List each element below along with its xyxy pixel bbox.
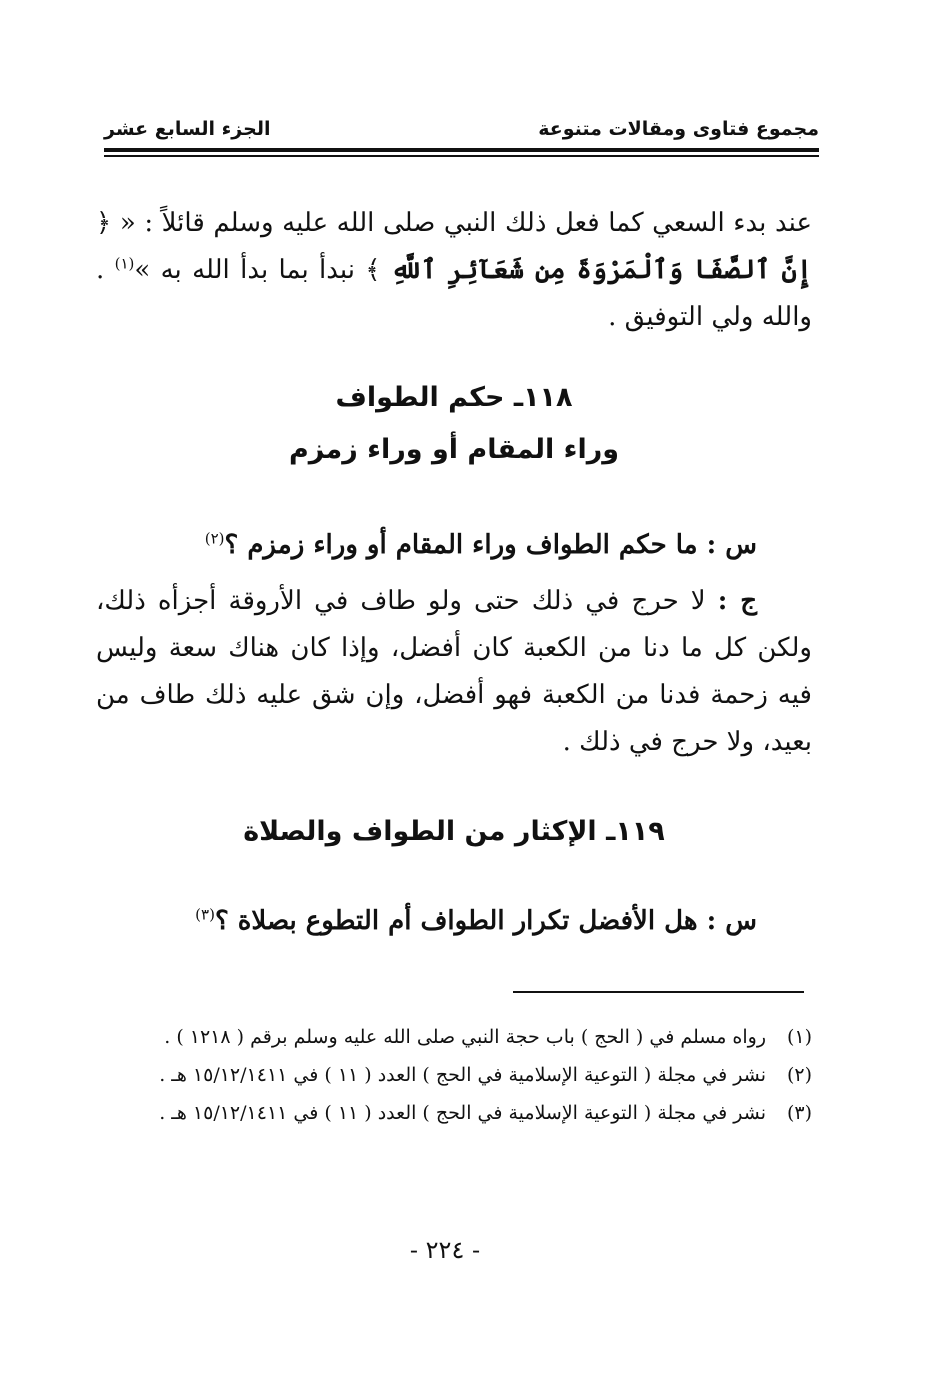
footnote-ref-2[interactable]: (٢) [204, 529, 225, 548]
answer-marker: ج : [717, 586, 757, 616]
footnote-text: نشر في مجلة ( التوعية الإسلامية في الحج ) العدد ( ١١ ) في ١٥/١٢/١٤١١ هـ . [159, 1102, 766, 1124]
footnote-number: (٣) [786, 1102, 812, 1124]
footnote-text: رواه مسلم في ( الحج ) باب حجة النبي صلى الله عليه وسلم برقم ( ١٢١٨ ) . [164, 1026, 766, 1048]
footnotes [96, 1018, 812, 1132]
footnote-ref-1[interactable]: (١) [114, 254, 135, 273]
question-marker: س : [706, 530, 757, 560]
footnote-number: (٢) [786, 1064, 812, 1086]
header-rule-thin [104, 155, 819, 157]
intro-closing: . والله ولي التوفيق . [96, 255, 812, 332]
footnote-text: نشر في مجلة ( التوعية الإسلامية في الحج ) العدد ( ١١ ) في ١٥/١٢/١٤١١ هـ . [159, 1064, 766, 1086]
question-118-text: ما حكم الطواف وراء المقام أو وراء زمزم ؟ [224, 530, 698, 560]
footnote-1 [96, 1018, 812, 1056]
page-number: - ٢٢٤ - [409, 1236, 481, 1264]
footnote-3 [96, 1094, 812, 1132]
book-title: مجموع فتاوى ومقالات متنوعة [538, 118, 819, 140]
footnote-2 [96, 1056, 812, 1094]
section-118-title-line1: ١١٨ـ حكم الطواف [335, 382, 573, 413]
intro-text-after-quote: ﴾ نبدأ بما بدأ الله به » [134, 255, 381, 285]
question-119 [96, 898, 812, 945]
intro-paragraph [96, 200, 812, 341]
question-marker: س : [706, 906, 757, 936]
section-heading-119: ١١٩ـ الإكثار من الطواف والصلاة [243, 816, 665, 847]
intro-text-before-quote: عند بدء السعي كما فعل ذلك النبي صلى الله عليه وسلم قائلاً : « ﴿ [96, 208, 812, 238]
header-rule-thick [104, 148, 819, 152]
question-118 [96, 522, 812, 569]
question-119-text: هل الأفضل تكرار الطواف أم التطوع بصلاة ؟ [214, 906, 698, 936]
volume-label: الجزء السابع عشر [104, 118, 271, 140]
footnote-number: (١) [786, 1026, 812, 1048]
footnote-separator [513, 991, 804, 993]
running-header [104, 112, 819, 148]
answer-118-text: لا حرج في ذلك حتى ولو طاف في الأروقة أجزأه ذلك، ولكن كل ما دنا من الكعبة كان أفضل، وإذا كان هناك سعة وليس فيه زحمة فدنا من الكعبة فهو أفضل، وإن شق عليه ذلك طاف من بعيد، ولا حرج في ذلك . [96, 586, 812, 757]
section-118-title-line2: وراء المقام أو وراء زمزم [288, 434, 620, 465]
footnote-ref-3[interactable]: (٣) [195, 905, 215, 924]
quran-quote: إِنَّ ٱلصَّفَا وَٱلْمَرْوَةَ مِن شَعَآئِرِ ٱللَّهِ [390, 255, 813, 285]
answer-118 [96, 578, 812, 766]
section-heading-118 [96, 372, 812, 476]
